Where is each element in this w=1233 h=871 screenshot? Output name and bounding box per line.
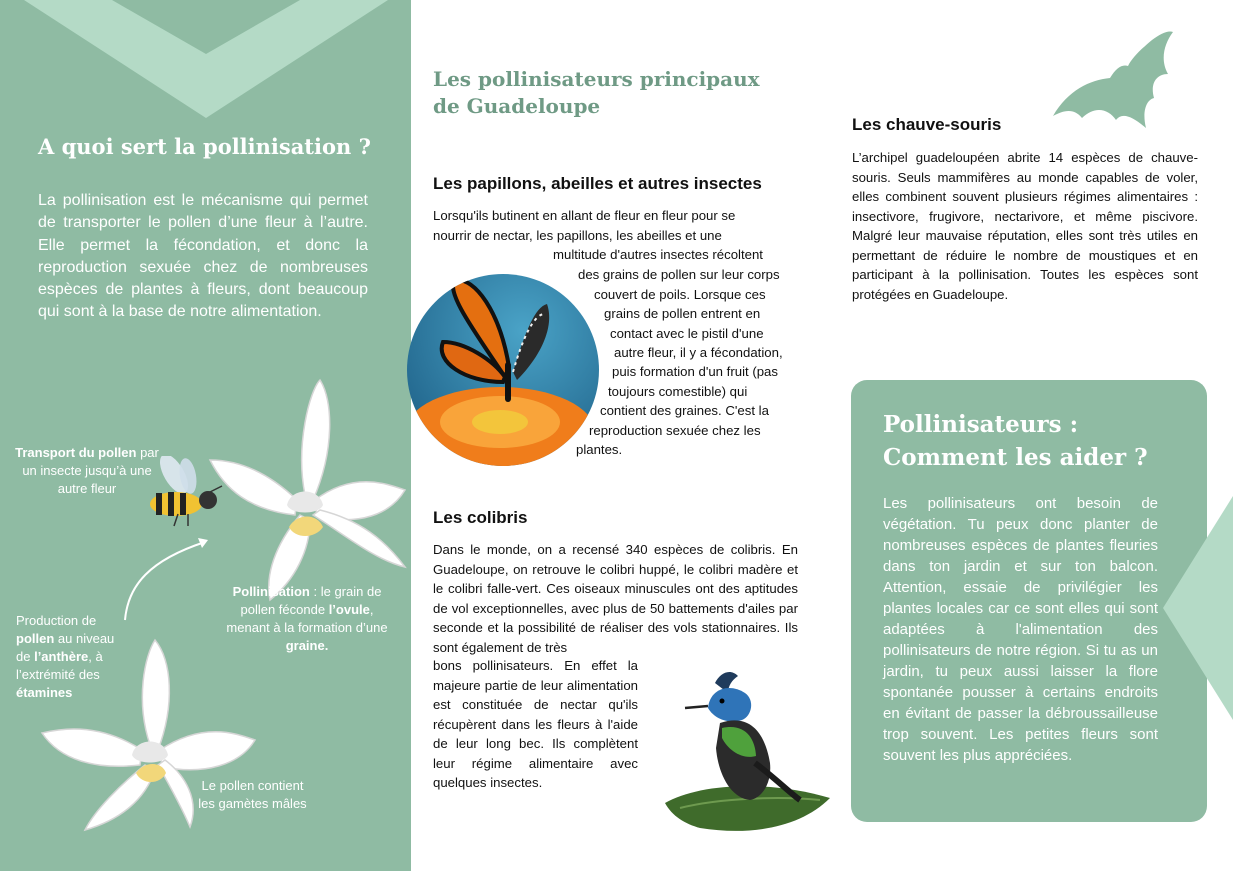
insects-heading: Les papillons, abeilles et autres insectes [433, 174, 762, 193]
insects-line: Lorsqu'ils butinent en allant de fleur en fleur pour se [433, 208, 736, 223]
colibris-paragraph: Dans le monde, on a recensé 340 espèces de colibris. En Guadeloupe, on retrouve le colibri huppé, le colibri madère et le colibri falle-vert. Ces oiseaux minuscules ont des aptitudes de vol exceptionnelles, avec plus de 50 battements d'ailes par seconde et la possibilité de réaliser des vols stationnaires. Ils sont également de très [433, 542, 798, 655]
insects-line: puis formation d'un fruit (pas [612, 364, 778, 379]
colibris-heading: Les colibris [433, 508, 528, 527]
transport-label: Transport du pollen par un insecte jusqu’à une autre fleur [15, 445, 159, 496]
gametes-label: Le pollen contient les gamètes mâles [198, 778, 307, 811]
bats-heading: Les chauve-souris [852, 115, 1002, 134]
bats-paragraph: L’archipel guadeloupéen abrite 14 espèces de chauve-souris. Seuls mammifères au monde capables de voler, elles combinent souvent plusieurs régimes alimentaires : insectivore, frugivore, nectarivore, et même piscivore. Malgré leur mauvaise réputation, elles sont très utiles en permettant de réduire le nombre de moustiques et en participant à la pollinisation. Toutes les espèces sont protégées en Guadeloupe. [852, 150, 1198, 302]
insects-line: des grains de pollen sur leur corps [578, 267, 780, 282]
insects-line: multitude d'autres insectes récoltent [553, 247, 763, 262]
insects-line: couvert de poils. Lorsque ces [594, 287, 766, 302]
tips-title: Pollinisateurs : Comment les aider ? [883, 411, 1148, 471]
butterfly-photo [405, 272, 601, 468]
left-paragraph: La pollinisation est le mécanisme qui permet de transporter le pollen d’une fleur à l’autre. Elle permet la fécondation, et donc la reproduction sexuée chez de nombreuses espèces de plantes à fleurs, dont beaucoup qui sont à la base de notre alimentation. [38, 192, 368, 321]
insects-line: reproduction sexuée chez les [589, 423, 761, 438]
insects-line: plantes. [576, 442, 623, 457]
bat-silhouette [1050, 28, 1180, 140]
left-title: A quoi sert la pollinisation ? [38, 134, 371, 159]
colibris-paragraph-2: bons pollinisateurs. En effet la majeure partie de leur alimentation est constituée de nectar qu'ils récupèrent dans les fleurs à l'aide de leur long bec. Ils complètent leur régime alimentaire avec quelques insectes. [433, 658, 638, 790]
insects-line: toujours comestible) qui [608, 384, 748, 399]
middle-title: Les pollinisateurs principaux de Guadeloupe [433, 67, 760, 118]
hummingbird-illustration [660, 668, 835, 853]
insects-line: contient des graines. C'est la [600, 403, 769, 418]
tips-paragraph: Les pollinisateurs ont besoin de végétation. Tu peux donc planter de nombreuses espèces de plantes fleuries dans ton jardin et sur ton balcon. Attention, essaie de privilégier les plantes locales car ce sont elles qui sont adaptées à l'alimentation des pollinisateurs de notre région. Si tu as un jardin, tu peux aussi laisser la flore spontanée pousser à certains endroits en évitant de passer la débroussailleuse trop souvent. Les petites fleurs sont souvent les plus appréciées. [883, 495, 1158, 764]
production-label: Production de pollen au niveau de l’anthère, à l’extrémité des étamines [16, 613, 115, 700]
pollinisation-label: Pollinisation : le grain de pollen féconde l’ovule, menant à la formation d’une graine. [226, 584, 388, 653]
insects-line: grains de pollen entrent en [604, 306, 761, 321]
insects-line: autre fleur, il y a fécondation, [614, 345, 783, 360]
chevron-decoration-right [1163, 496, 1233, 720]
insects-line: contact avec le pistil d'une [610, 326, 764, 341]
insects-line: nourrir de nectar, les papillons, les abeilles et une [433, 228, 722, 243]
